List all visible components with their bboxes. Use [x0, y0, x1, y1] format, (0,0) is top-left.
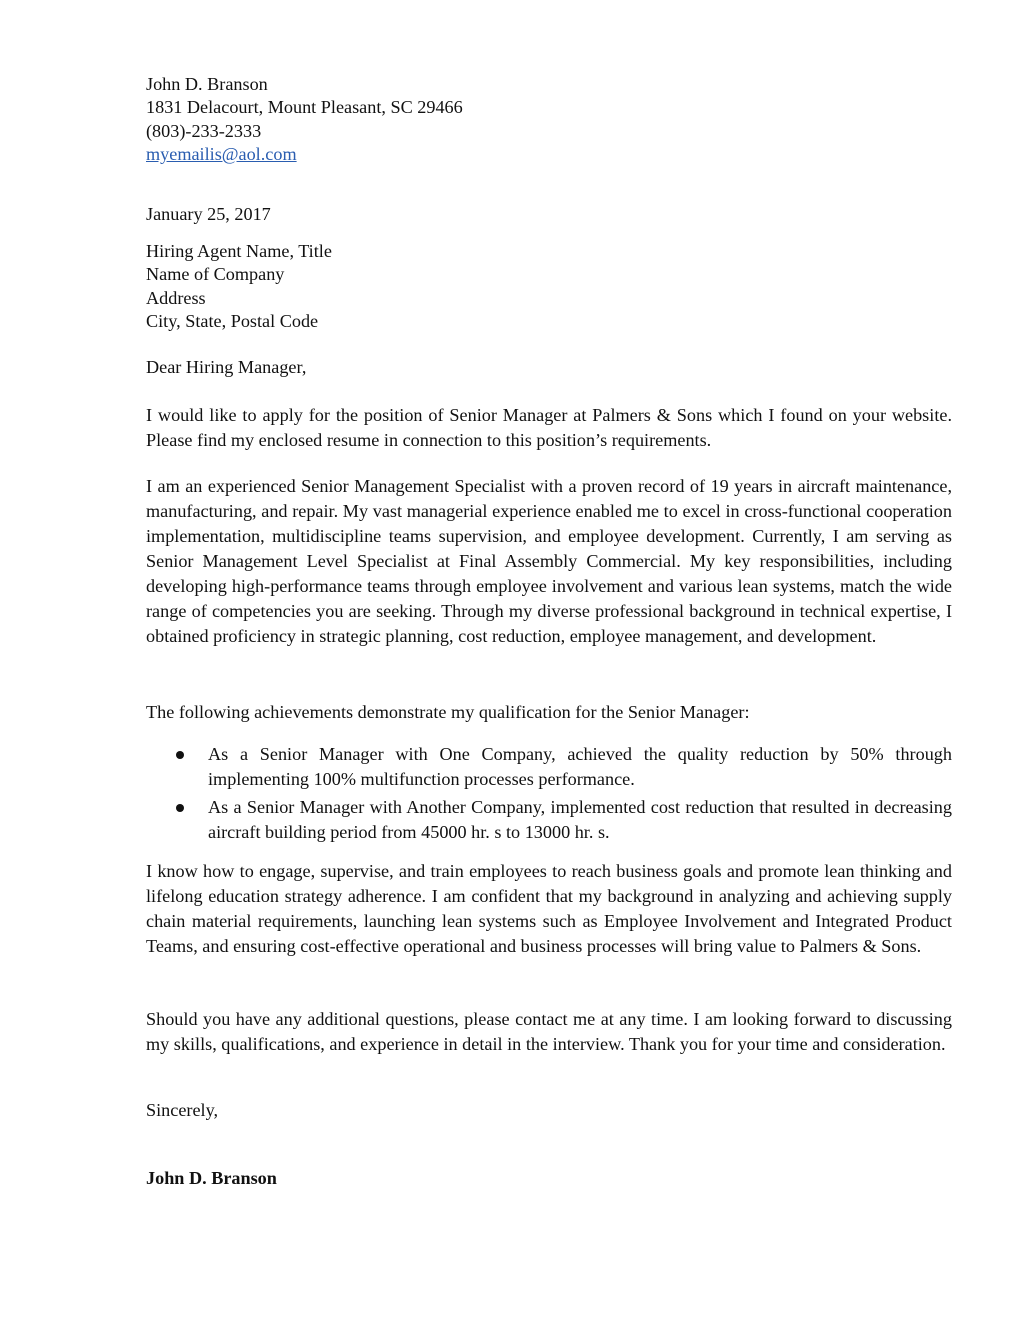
achievement-text: As a Senior Manager with One Company, achieved the quality reduction by 50% through implementing 100% multifunction processes performance. [208, 744, 952, 789]
achievements-list [146, 742, 952, 845]
recipient-line: Hiring Agent Name, Title [146, 241, 332, 261]
paragraph-text: I would like to apply for the position of Senior Manager at Palmers & Sons which I found on your website. Please find my enclosed resume in connection to this position’s requirements. [146, 405, 952, 450]
recipient-line: Name of Company [146, 264, 285, 285]
bullet-icon [176, 804, 184, 812]
recipient-line: City, State, Postal Code [146, 310, 319, 331]
paragraph-achievements-intro [146, 700, 952, 725]
signature-name: John D. Branson [146, 1168, 277, 1188]
list-item [146, 742, 952, 792]
salutation: Dear Hiring Manager, [146, 357, 307, 377]
sender-phone: (803)-233-2333 [146, 120, 262, 141]
paragraph-text: The following achievements demonstrate my qualification for the Senior Manager: [146, 702, 750, 722]
paragraph-skills [146, 859, 952, 959]
recipient-block [146, 240, 952, 333]
paragraph-closing [146, 1007, 952, 1057]
paragraph-text: Should you have any additional questions, please contact me at any time. I am looking forward to discussing my skills, qualifications, and experience in detail in the interview. Thank you for your time and consideration. [146, 1009, 952, 1054]
paragraph-text: I am an experienced Senior Management Specialist with a proven record of 19 years in aircraft maintenance, manufacturing, and repair. My vast managerial experience enabled me to excel in cross-functional cooperation implementation, multidiscipline teams supervision, and employee development. Currently, I am serving as Senior Management Level Specialist at Final Assembly Commercial. My key responsibilities, including developing high-performance teams through employee involvement and various lean systems, match the wide range of competencies you are seeking. Through my diverse professional background in technical expertise, I obtained proficiency in strategic planning, cost reduction, employee management, and development. [146, 476, 952, 646]
closing-block [146, 1099, 952, 1122]
bullet-icon [176, 751, 184, 759]
achievement-text: As a Senior Manager with Another Company, implemented cost reduction that resulted in decreasing aircraft building period from 45000 hr. s to 13000 hr. s. [208, 797, 952, 842]
paragraph-text: I know how to engage, supervise, and train employees to reach business goals and promote lean thinking and lifelong education strategy adherence. I am confident that my background in analyzing and achieving supply chain material requirements, launching lean systems such as Employee Involvement and Integrated Product Teams, and ensuring cost-effective operational and business processes will bring value to Palmers & Sons. [146, 861, 952, 956]
sender-address: 1831 Delacourt, Mount Pleasant, SC 29466 [146, 97, 463, 118]
signature-block [146, 1167, 952, 1190]
letter-date: January 25, 2017 [146, 204, 271, 224]
recipient-line: Address [146, 287, 206, 308]
salutation-block [146, 356, 952, 379]
paragraph-experience [146, 474, 952, 649]
sender-email-link[interactable]: myemailis@aol.com [146, 143, 297, 164]
letter-date-block [146, 203, 952, 226]
paragraph-intro [146, 403, 952, 453]
sender-name: John D. Branson [146, 74, 268, 94]
closing: Sincerely, [146, 1100, 219, 1120]
sender-block [146, 73, 952, 166]
list-item [146, 795, 952, 845]
